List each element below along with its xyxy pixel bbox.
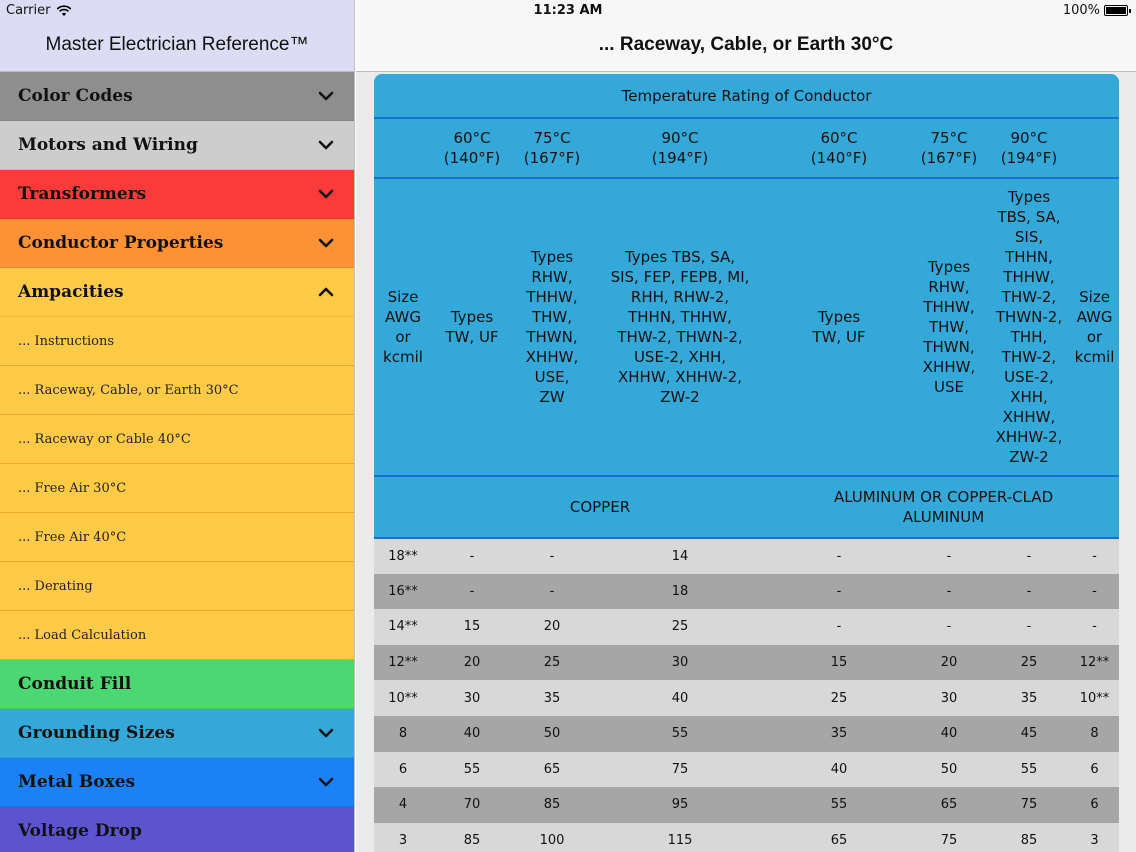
app-title: Master Electrician Reference™	[45, 34, 309, 55]
lines-types-1: Types RHW, THHW, THW, THWN, XHHW, USE, ZW	[525, 248, 579, 406]
menu-item-label: Color Codes	[18, 86, 133, 106]
size-cell: 8	[1070, 716, 1119, 752]
submenu-item-label: ... Derating	[18, 578, 93, 594]
table-row	[374, 752, 1119, 788]
ampacity-cell: -	[910, 574, 988, 610]
ampacity-cell: 30	[592, 645, 768, 681]
table-row	[374, 574, 1119, 610]
size-cell: -	[1070, 538, 1119, 574]
ampacity-cell: 35	[768, 716, 910, 752]
status-right	[1063, 3, 1128, 18]
ampacity-cell: 85	[988, 823, 1070, 852]
submenu-item-free-air-30c[interactable]	[0, 464, 354, 513]
header-temp-cell	[512, 118, 592, 178]
submenu-item-label: ... Instructions	[18, 333, 115, 349]
ampacity-cell: 50	[512, 716, 592, 752]
temp-celsius: 60°C	[820, 129, 858, 147]
header-temp-cell	[910, 118, 988, 178]
lines-size-right: Size AWG or kcmil	[1074, 288, 1115, 366]
menu-item-grounding-sizes[interactable]	[0, 709, 354, 758]
ampacity-cell: 55	[432, 752, 512, 788]
ampacity-cell: 85	[512, 787, 592, 823]
ampacity-cell: 50	[910, 752, 988, 788]
carrier-label: Carrier	[6, 3, 51, 18]
ampacity-cell: -	[768, 609, 910, 645]
size-cell: 3	[374, 823, 432, 852]
menu-item-metal-boxes[interactable]	[0, 758, 354, 807]
lines-types-4: Types RHW, THHW, THW, THWN, XHHW, USE	[922, 258, 976, 396]
lines-types-2: Types TBS, SA, SIS, FEP, FEPB, MI, RHH, RHW-2, THHN, THHW, THW-2, THWN-2, USE-2, XHH, XHHW, XHHW-2, ZW-2	[610, 248, 750, 406]
size-cell: 4	[374, 787, 432, 823]
submenu-item-free-air-40c[interactable]	[0, 513, 354, 562]
table-row	[374, 716, 1119, 752]
types-cell	[910, 178, 988, 476]
table-row	[374, 787, 1119, 823]
size-cell: 6	[1070, 787, 1119, 823]
ampacity-cell: -	[432, 574, 512, 610]
ampacity-cell: 35	[988, 680, 1070, 716]
chevron-down-icon	[316, 135, 336, 155]
size-cell: 14**	[374, 609, 432, 645]
size-cell: 8	[374, 716, 432, 752]
submenu-item-label: ... Raceway or Cable 40°C	[18, 431, 191, 447]
ampacity-cell: 25	[592, 609, 768, 645]
submenu-item-raceway-cable-40c[interactable]	[0, 415, 354, 464]
ampacity-cell: 65	[910, 787, 988, 823]
ampacity-cell: 20	[512, 609, 592, 645]
ampacity-cell: 40	[432, 716, 512, 752]
submenu-item-label: ... Free Air 30°C	[18, 480, 127, 496]
status-time: 11:23 AM	[533, 3, 603, 18]
ampacity-table-container	[374, 74, 1119, 852]
menu-item-label: Motors and Wiring	[18, 135, 198, 155]
ampacity-cell: 40	[768, 752, 910, 788]
submenu-item-label: ... Load Calculation	[18, 627, 147, 643]
ampacity-cell: 25	[988, 645, 1070, 681]
ampacity-cell: -	[512, 574, 592, 610]
lines-size-left: Size AWG or kcmil	[383, 288, 423, 366]
temp-fahrenheit: (140°F)	[810, 149, 868, 167]
submenu-item-load-calculation[interactable]	[0, 611, 354, 660]
menu-item-conductor-properties[interactable]	[0, 219, 354, 268]
ampacity-cell: -	[910, 538, 988, 574]
menu-item-label: Conductor Properties	[18, 233, 224, 253]
header-cell-empty	[374, 476, 432, 538]
sidebar	[0, 0, 355, 852]
header-cell-empty	[1070, 118, 1119, 178]
table-row	[374, 823, 1119, 852]
header-types-row	[374, 178, 1119, 476]
ampacity-cell: 25	[768, 680, 910, 716]
size-cell: 18**	[374, 538, 432, 574]
ampacity-cell: 75	[910, 823, 988, 852]
ampacity-cell: 15	[432, 609, 512, 645]
temp-celsius: 60°C	[453, 129, 491, 147]
types-cell	[988, 178, 1070, 476]
menu-item-transformers[interactable]	[0, 170, 354, 219]
types-cell	[768, 178, 910, 476]
size-cell: -	[1070, 609, 1119, 645]
submenu-item-derating[interactable]	[0, 562, 354, 611]
table-row	[374, 680, 1119, 716]
page-title: ... Raceway, Cable, or Earth 30°C	[598, 34, 894, 55]
ampacity-cell: -	[512, 538, 592, 574]
table-body	[374, 538, 1119, 852]
header-temp-cell	[432, 118, 512, 178]
size-cell: -	[1070, 574, 1119, 610]
header-material-row	[374, 476, 1119, 538]
temp-fahrenheit: (194°F)	[651, 149, 709, 167]
ampacity-cell: 55	[592, 716, 768, 752]
menu-item-label: Ampacities	[18, 282, 124, 302]
lines-types-0: Types TW, UF	[445, 308, 499, 346]
header-temperature-row	[374, 118, 1119, 178]
copper-label: COPPER	[432, 476, 768, 538]
ampacity-cell: 25	[512, 645, 592, 681]
ampacity-cell: -	[768, 538, 910, 574]
ampacity-table	[374, 74, 1119, 852]
temp-fahrenheit: (194°F)	[1000, 149, 1058, 167]
main-panel	[356, 0, 1136, 852]
size-cell: 6	[374, 752, 432, 788]
ampacity-cell: 35	[512, 680, 592, 716]
menu	[0, 72, 354, 852]
menu-item-ampacities[interactable]	[0, 268, 354, 317]
ampacity-cell: -	[988, 609, 1070, 645]
table-row	[374, 538, 1119, 574]
size-header-cell	[374, 178, 432, 476]
header-temp-cell	[988, 118, 1070, 178]
header-cell-empty	[374, 118, 432, 178]
temp-celsius: 75°C	[533, 129, 571, 147]
chevron-up-icon	[316, 282, 336, 302]
ampacity-cell: 65	[512, 752, 592, 788]
chevron-down-icon	[316, 184, 336, 204]
ampacity-cell: 30	[910, 680, 988, 716]
temp-fahrenheit: (167°F)	[523, 149, 581, 167]
menu-item-label: Conduit Fill	[18, 674, 132, 694]
menu-item-motors-and-wiring[interactable]	[0, 121, 354, 170]
size-cell: 12**	[374, 645, 432, 681]
menu-item-label: Transformers	[18, 184, 147, 204]
menu-item-label: Metal Boxes	[18, 772, 136, 792]
size-cell: 10**	[374, 680, 432, 716]
ampacity-cell: 45	[988, 716, 1070, 752]
ampacity-cell: 85	[432, 823, 512, 852]
temp-fahrenheit: (167°F)	[920, 149, 978, 167]
temp-celsius: 90°C	[661, 129, 699, 147]
types-cell	[512, 178, 592, 476]
temp-fahrenheit: (140°F)	[443, 149, 501, 167]
size-cell: 10**	[1070, 680, 1119, 716]
chevron-down-icon	[316, 86, 336, 106]
size-header-cell	[1070, 178, 1119, 476]
ampacity-cell: 18	[592, 574, 768, 610]
header-temp-cell	[768, 118, 910, 178]
submenu-item-raceway-cable-earth-30c[interactable]	[0, 366, 354, 415]
header-caption-row	[374, 74, 1119, 118]
ampacity-cell: 65	[768, 823, 910, 852]
size-cell: 12**	[1070, 645, 1119, 681]
size-cell: 6	[1070, 752, 1119, 788]
ampacity-cell: 20	[432, 645, 512, 681]
ampacity-cell: 30	[432, 680, 512, 716]
submenu-item-instructions[interactable]	[0, 317, 354, 366]
lines-aluminum: ALUMINUM OR COPPER-CLAD ALUMINUM	[833, 488, 1054, 526]
ampacity-cell: 75	[988, 787, 1070, 823]
ampacity-cell: -	[988, 538, 1070, 574]
menu-item-color-codes[interactable]	[0, 72, 354, 121]
ampacity-cell: 55	[768, 787, 910, 823]
battery-percent: 100%	[1062, 3, 1100, 18]
chevron-down-icon	[316, 233, 336, 253]
ampacity-cell: 20	[910, 645, 988, 681]
ampacity-cell: 95	[592, 787, 768, 823]
aluminum-label-cell	[768, 476, 1119, 538]
ampacity-cell: 55	[988, 752, 1070, 788]
temp-celsius: 75°C	[930, 129, 968, 147]
types-cell	[432, 178, 512, 476]
table-row	[374, 609, 1119, 645]
ampacity-cell: 115	[592, 823, 768, 852]
table-row	[374, 645, 1119, 681]
lines-types-3: Types TW, UF	[812, 308, 866, 346]
temp-celsius: 90°C	[1010, 129, 1048, 147]
table-caption: Temperature Rating of Conductor	[374, 74, 1119, 118]
ampacity-cell: -	[432, 538, 512, 574]
chevron-down-icon	[316, 723, 336, 743]
ampacity-cell: 100	[512, 823, 592, 852]
chevron-down-icon	[316, 772, 336, 792]
ampacity-cell: 75	[592, 752, 768, 788]
battery-icon	[1104, 5, 1128, 16]
types-cell	[592, 178, 768, 476]
ampacity-cell: 40	[910, 716, 988, 752]
ampacity-cell: 70	[432, 787, 512, 823]
submenu-item-label: ... Raceway, Cable, or Earth 30°C	[18, 382, 239, 398]
ampacity-cell: -	[910, 609, 988, 645]
submenu-item-label: ... Free Air 40°C	[18, 529, 127, 545]
size-cell: 3	[1070, 823, 1119, 852]
ampacity-cell: 40	[592, 680, 768, 716]
menu-item-conduit-fill[interactable]	[0, 660, 354, 709]
menu-item-label: Grounding Sizes	[18, 723, 175, 743]
lines-types-5: Types TBS, SA, SIS, THHN, THHW, THW-2, THWN-2, THH, THW-2, USE-2, XHH, XHHW, XHHW-2, ZW-2	[995, 188, 1063, 466]
ampacity-cell: -	[988, 574, 1070, 610]
menu-item-label: Voltage Drop	[18, 821, 142, 841]
ampacity-cell: 15	[768, 645, 910, 681]
status-bar	[0, 0, 1136, 24]
header-temp-cell	[592, 118, 768, 178]
ampacity-cell: -	[768, 574, 910, 610]
menu-item-voltage-drop[interactable]	[0, 807, 354, 852]
ampacity-cell: 14	[592, 538, 768, 574]
size-cell: 16**	[374, 574, 432, 610]
